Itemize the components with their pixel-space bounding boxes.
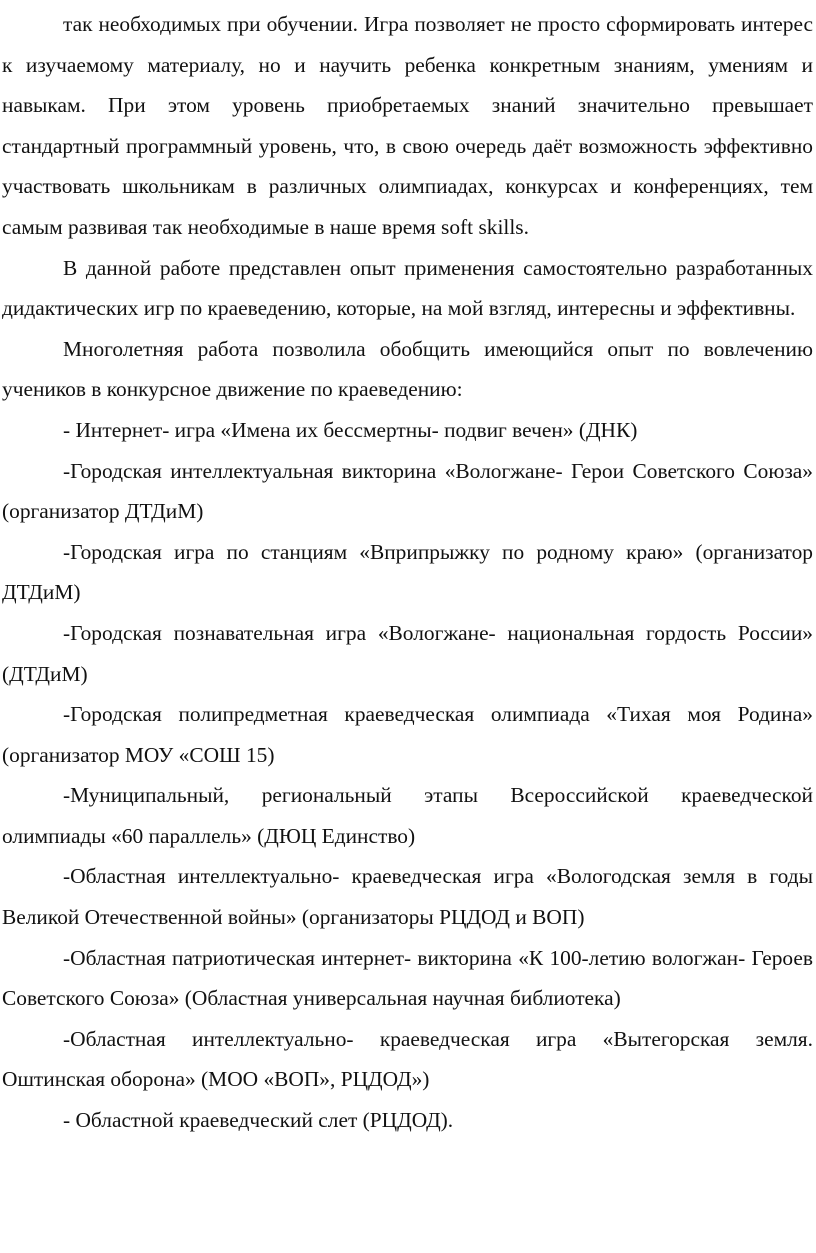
- list-item: -Областная патриотическая интернет- викторина «К 100-летию вологжан- Героев Советского Союза» (Областная универсальная научная библиотека): [2, 945, 813, 1011]
- list-item: -Областная интеллектуально- краеведческая игра «Вологодская земля в годы Великой Отечественной войны» (организаторы РЦДОД и ВОП): [2, 864, 813, 930]
- list-item: -Городская игра по станциям «Вприпрыжку по родному краю» (организатор ДТДиМ): [2, 539, 813, 605]
- list-item: - Интернет- игра «Имена их бессмертны- подвиг вечен» (ДНК): [63, 417, 638, 442]
- body-paragraph: так необходимых при обучении. Игра позволяет не просто сформировать интерес к изучаемому материалу, но и научить ребенка конкретным знаниям, умениям и навыкам. При этом уровень приобретаемых знаний значительно превышает стандартный программный уровень, что, в свою очередь даёт возможность эффективно участвовать школьникам в различных олимпиадах, конкурсах и конференциях, тем самым развивая так необходимые в наше время soft skills.: [2, 12, 813, 239]
- contest-list: [2, 410, 813, 1141]
- list-item: -Областная интеллектуально- краеведческая игра «Вытегорская земля. Оштинская оборона» (МОО «ВОП», РЦДОД»): [2, 1026, 813, 1092]
- list-item: - Областной краеведческий слет (РЦДОД).: [63, 1108, 454, 1133]
- list-item: -Городская полипредметная краеведческая олимпиада «Тихая моя Родина» (организатор МОУ «СОШ 15): [2, 702, 813, 767]
- list-item: -Городская познавательная игра «Вологжане- национальная гордость России» (ДТДиМ): [2, 620, 813, 686]
- list-item: -Городская интеллектуальная викторина «Вологжане- Герои Советского Союза» (организатор ДТДиМ): [2, 458, 813, 524]
- body-paragraph: Многолетняя работа позволила обобщить имеющийся опыт по вовлечению учеников в конкурсное движение по краеведению:: [2, 336, 813, 402]
- body-paragraph: В данной работе представлен опыт применения самостоятельно разработанных дидактических игр по краеведению, которые, на мой взгляд, интересны и эффективны.: [2, 255, 813, 321]
- list-item: -Муниципальный, региональный этапы Всероссийской краеведческой олимпиады «60 параллель» (ДЮЦ Единство): [2, 783, 813, 848]
